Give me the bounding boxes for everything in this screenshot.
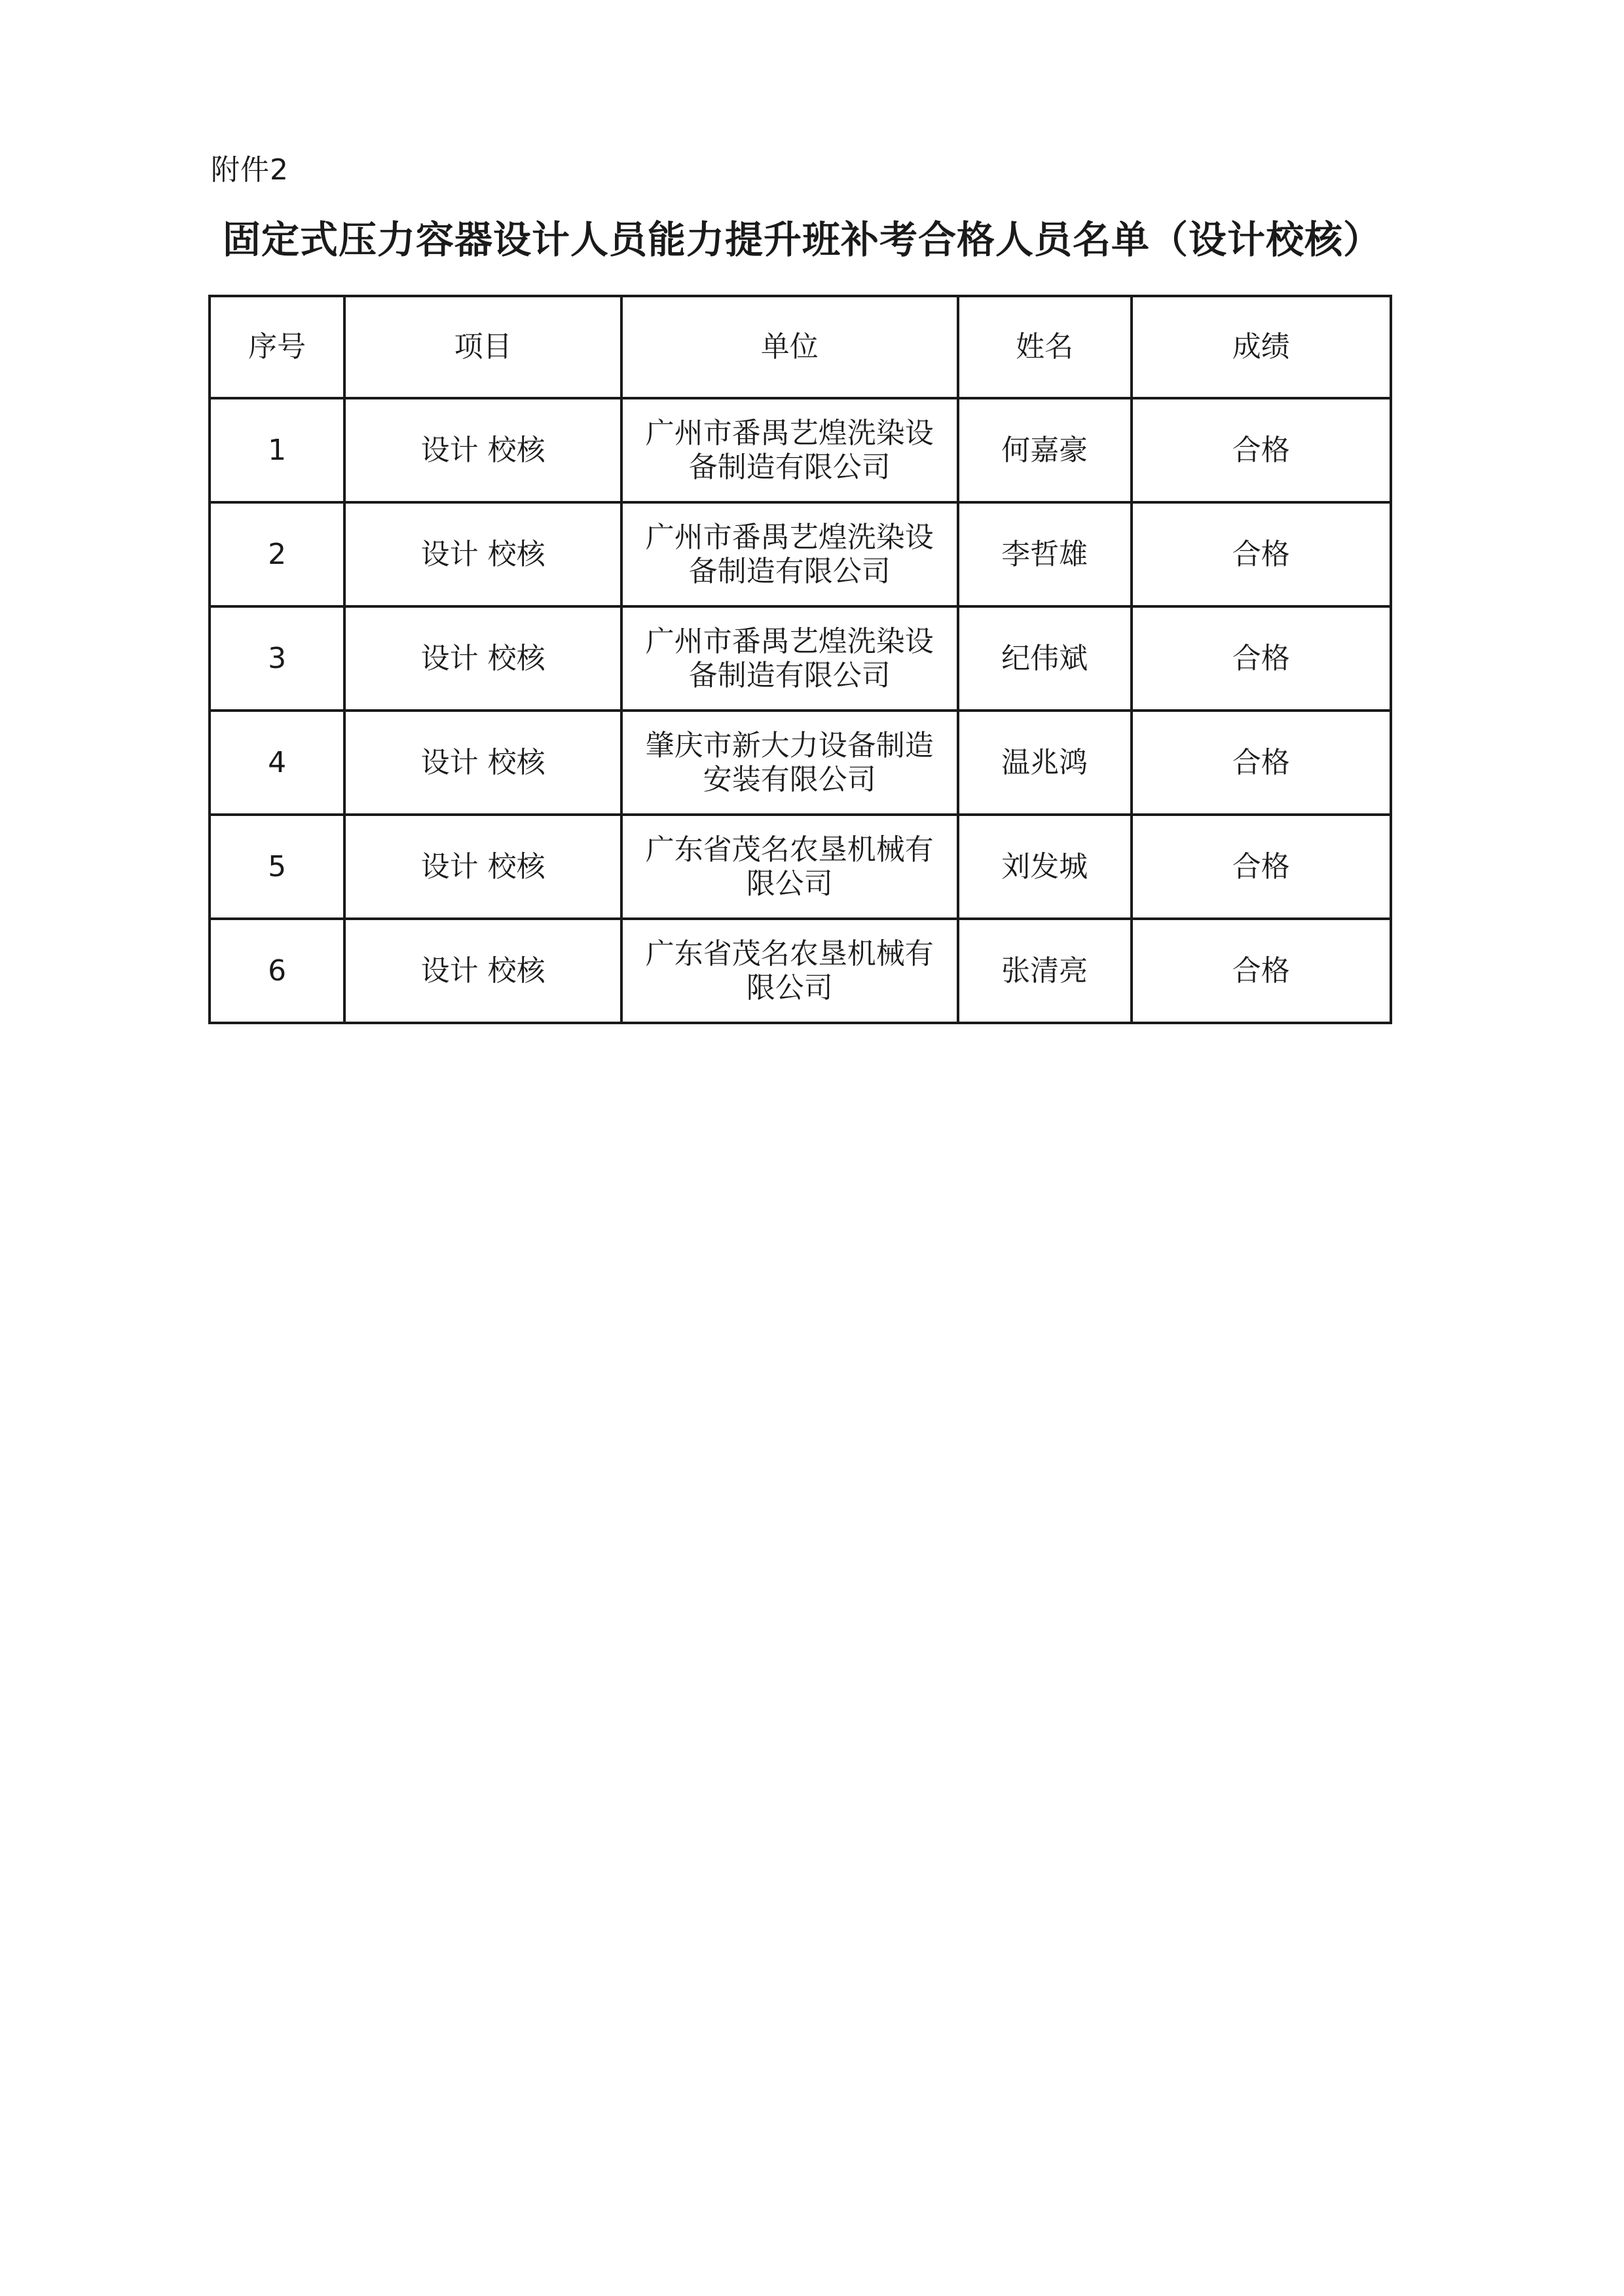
- cell-result: 合格: [1132, 398, 1391, 502]
- unit-text: 广州市番禺艺煌洗染设备制造有限公司: [645, 624, 934, 692]
- cell-name: 张清亮: [958, 919, 1132, 1023]
- cell-name: 刘发城: [958, 815, 1132, 919]
- unit-text: 肇庆市新大力设备制造安装有限公司: [645, 728, 934, 796]
- table-header-row: [210, 296, 1391, 398]
- cell-unit: [621, 398, 958, 502]
- unit-text: 广州市番禺艺煌洗染设备制造有限公司: [645, 416, 934, 484]
- cell-seq: 4: [210, 711, 344, 815]
- cell-unit: [621, 606, 958, 711]
- cell-unit: [621, 711, 958, 815]
- cell-item: 设计 校核: [344, 919, 621, 1023]
- document-title: 固定式压力容器设计人员能力提升班补考合格人员名单（设计校核）: [223, 217, 1382, 262]
- column-header-unit: 单位: [621, 296, 958, 398]
- table-row: [210, 502, 1391, 606]
- table-row: [210, 606, 1391, 711]
- qualified-personnel-table: [208, 295, 1392, 1024]
- column-header-name: 姓名: [958, 296, 1132, 398]
- table-row: [210, 711, 1391, 815]
- cell-result: 合格: [1132, 711, 1391, 815]
- cell-unit: [621, 815, 958, 919]
- column-header-seq: 序号: [210, 296, 344, 398]
- cell-seq: 3: [210, 606, 344, 711]
- cell-result: 合格: [1132, 919, 1391, 1023]
- cell-seq: 2: [210, 502, 344, 606]
- table-row: [210, 398, 1391, 502]
- column-header-result: 成绩: [1132, 296, 1391, 398]
- table-row: [210, 919, 1391, 1023]
- cell-result: 合格: [1132, 606, 1391, 711]
- cell-item: 设计 校核: [344, 398, 621, 502]
- cell-unit: [621, 502, 958, 606]
- cell-item: 设计 校核: [344, 711, 621, 815]
- cell-item: 设计 校核: [344, 502, 621, 606]
- unit-text: 广东省茂名农垦机械有限公司: [645, 936, 934, 1005]
- cell-seq: 5: [210, 815, 344, 919]
- cell-seq: 1: [210, 398, 344, 502]
- column-header-item: 项目: [344, 296, 621, 398]
- cell-seq: 6: [210, 919, 344, 1023]
- cell-result: 合格: [1132, 815, 1391, 919]
- unit-text: 广州市番禺艺煌洗染设备制造有限公司: [645, 520, 934, 588]
- cell-name: 纪伟斌: [958, 606, 1132, 711]
- cell-unit: [621, 919, 958, 1023]
- table-row: [210, 815, 1391, 919]
- attachment-label: 附件2: [211, 153, 289, 187]
- cell-result: 合格: [1132, 502, 1391, 606]
- cell-name: 温兆鸿: [958, 711, 1132, 815]
- unit-text: 广东省茂名农垦机械有限公司: [645, 832, 934, 900]
- cell-name: 何嘉豪: [958, 398, 1132, 502]
- cell-item: 设计 校核: [344, 606, 621, 711]
- cell-name: 李哲雄: [958, 502, 1132, 606]
- cell-item: 设计 校核: [344, 815, 621, 919]
